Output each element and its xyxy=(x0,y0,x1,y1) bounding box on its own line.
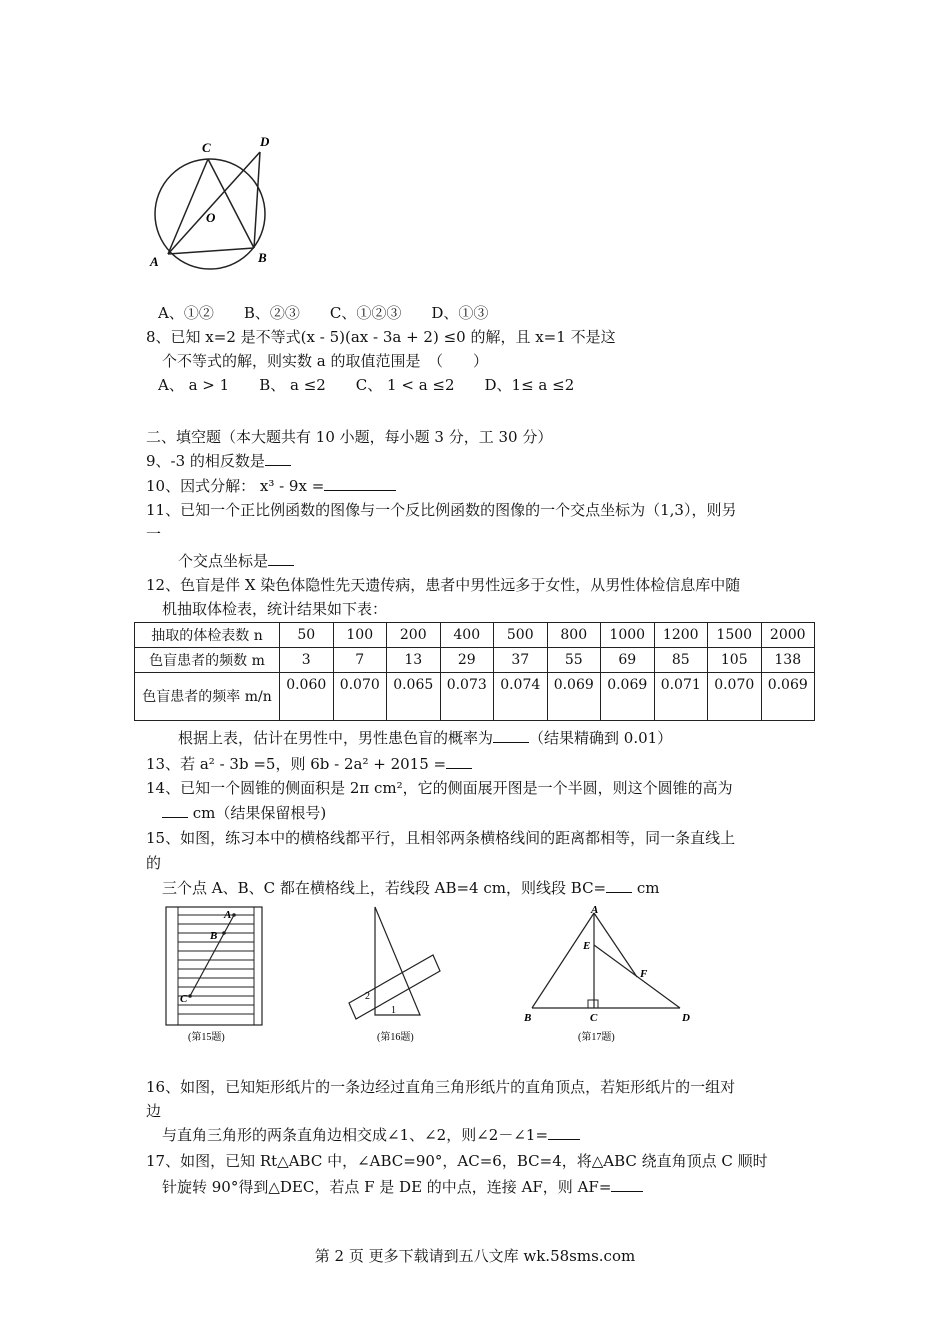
q9-text: 9、-3 的相反数是 xyxy=(146,452,265,470)
label-2: 2 xyxy=(365,991,370,1002)
q12-after xyxy=(178,728,672,748)
label-b: B xyxy=(524,1012,532,1024)
q15-line3-text: 三个点 A、B、C 都在横格线上，若线段 AB=4 cm，则线段 BC= xyxy=(162,879,607,897)
q16-line3 xyxy=(162,1125,580,1145)
q13 xyxy=(146,754,472,774)
cell-m: 105 xyxy=(708,648,762,673)
q11-line3-text: 个交点坐标是 xyxy=(178,552,269,570)
figure-16-caption: (第16题) xyxy=(377,1032,414,1043)
cell-rate: 0.065 xyxy=(387,673,441,721)
q11-line2: 一 xyxy=(146,525,162,543)
q12-line1: 12、色盲是伴 X 染色体隐性先天遗传病，患者中男性远多于女性，从男性体检信息库中随 xyxy=(146,576,741,594)
q10-blank[interactable] xyxy=(324,476,396,491)
label-d: D xyxy=(260,134,270,149)
q16-line1: 16、如图，已知矩形纸片的一条边经过直角三角形纸片的直角顶点，若矩形纸片的一组对 xyxy=(146,1078,736,1096)
q8-line1: 8、已知 x=2 是不等式(x - 5)(ax - 3a + 2) ≤0 的解，且 x=1 不是这 xyxy=(146,328,616,346)
q17-blank[interactable] xyxy=(611,1177,643,1192)
table-row-m xyxy=(135,648,815,673)
q10 xyxy=(146,476,396,496)
cell-m: 55 xyxy=(547,648,601,673)
q9-blank[interactable] xyxy=(265,451,291,466)
row-label-rate: 色盲患者的频率 m/n xyxy=(135,673,280,721)
q7-options: A、①② B、②③ C、①②③ D、①③ xyxy=(158,304,489,322)
cell-n: 1000 xyxy=(601,623,655,648)
cell-m: 37 xyxy=(494,648,548,673)
q13-blank[interactable] xyxy=(446,754,472,769)
cell-n: 200 xyxy=(387,623,441,648)
label-1: 1 xyxy=(391,1005,396,1016)
label-e: E xyxy=(583,940,591,952)
cell-rate: 0.069 xyxy=(547,673,601,721)
q8-line2: 个不等式的解，则实数 a 的取值范围是 （ ） xyxy=(162,352,488,370)
q8-options: A、 a > 1 B、 a ≤2 C、 1 < a ≤2 D、1≤ a ≤2 xyxy=(158,376,575,394)
cell-m: 69 xyxy=(601,648,655,673)
label-a: A xyxy=(591,904,599,916)
label-c: C xyxy=(202,140,211,155)
cell-rate: 0.073 xyxy=(440,673,494,721)
q17-line2-text: 针旋转 90°得到△DEC，若点 F 是 DE 的中点，连接 AF，则 AF= xyxy=(162,1178,612,1196)
q10-text: 10、因式分解： x³ - 9x = xyxy=(146,477,325,495)
circle-figure xyxy=(148,134,288,274)
table-row-rate xyxy=(135,673,815,721)
cell-n: 1500 xyxy=(708,623,762,648)
q15-line2: 的 xyxy=(146,854,162,872)
q15-line1: 15、如图，练习本中的横格线都平行，且相邻两条横格线间的距离都相等，同一条直线上 xyxy=(146,829,736,847)
q14-line2 xyxy=(162,803,326,823)
cell-m: 7 xyxy=(333,648,387,673)
figure-17-caption: (第17题) xyxy=(578,1032,615,1043)
q11-line3 xyxy=(178,551,294,571)
label-c: C xyxy=(180,993,188,1005)
q12-blank[interactable] xyxy=(493,728,529,743)
cell-m: 85 xyxy=(654,648,708,673)
cell-n: 2000 xyxy=(761,623,815,648)
cell-n: 800 xyxy=(547,623,601,648)
q12-after-text: 根据上表，估计在男性中，男性患色盲的概率为 xyxy=(178,729,494,747)
cell-rate: 0.069 xyxy=(601,673,655,721)
q12-line2: 机抽取体检表，统计结果如下表： xyxy=(162,600,388,618)
cell-m: 138 xyxy=(761,648,815,673)
label-c: C xyxy=(590,1012,598,1024)
q16-blank[interactable] xyxy=(548,1125,580,1140)
cell-n: 400 xyxy=(440,623,494,648)
q15-unit: cm xyxy=(636,879,660,897)
row-label-n: 抽取的体检表数 n xyxy=(135,623,280,648)
figure-15-caption: (第15题) xyxy=(188,1032,225,1043)
cell-m: 13 xyxy=(387,648,441,673)
q13-text: 13、若 a² - 3b =5，则 6b - 2a² + 2015 = xyxy=(146,755,447,773)
q12-after-note: （结果精确到 0.01） xyxy=(529,729,673,747)
q15-blank[interactable] xyxy=(606,878,632,893)
label-b: B xyxy=(210,930,218,942)
page-footer: 第 2 页 更多下载请到五八文库 wk.58sms.com xyxy=(314,1247,636,1265)
cell-rate: 0.074 xyxy=(494,673,548,721)
cell-rate: 0.069 xyxy=(761,673,815,721)
cell-n: 50 xyxy=(280,623,334,648)
cell-n: 1200 xyxy=(654,623,708,648)
label-f: F xyxy=(640,968,648,980)
table-row-n xyxy=(135,623,815,648)
q16-line2: 边 xyxy=(146,1102,162,1120)
cell-rate: 0.070 xyxy=(333,673,387,721)
cell-n: 500 xyxy=(494,623,548,648)
label-a: A xyxy=(150,254,159,269)
cell-rate: 0.060 xyxy=(280,673,334,721)
figure-16 xyxy=(345,905,455,1045)
row-label-m: 色盲患者的频数 m xyxy=(135,648,280,673)
q17-line1: 17、如图，已知 Rt△ABC 中，∠ABC=90°，AC=6，BC=4，将△ABC 绕直角顶点 C 顺时 xyxy=(146,1152,768,1170)
label-b: B xyxy=(258,250,267,265)
q9 xyxy=(146,451,291,471)
figure-17 xyxy=(520,903,710,1043)
label-d: D xyxy=(682,1012,690,1024)
q14-blank[interactable] xyxy=(162,803,188,818)
cell-rate: 0.070 xyxy=(708,673,762,721)
figure-15 xyxy=(162,905,272,1045)
label-o: O xyxy=(206,210,216,225)
q17-line2 xyxy=(162,1177,643,1197)
section-title: 二、填空题（本大题共有 10 小题，每小题 3 分，工 30 分） xyxy=(146,428,553,446)
q14-line1: 14、已知一个圆锥的侧面积是 2π cm²，它的侧面展开图是一个半圆，则这个圆锥的高为 xyxy=(146,779,733,797)
cell-n: 100 xyxy=(333,623,387,648)
q14-line2-text: cm（结果保留根号) xyxy=(192,804,327,822)
cell-m: 3 xyxy=(280,648,334,673)
cell-m: 29 xyxy=(440,648,494,673)
q11-line1: 11、已知一个正比例函数的图像与一个反比例函数的图像的一个交点坐标为（1,3），则另 xyxy=(146,501,737,519)
frequency-table xyxy=(134,622,815,721)
q16-line3-text: 与直角三角形的两条直角边相交成∠1、∠2，则∠2－∠1= xyxy=(162,1126,549,1144)
q15-line3 xyxy=(162,878,660,898)
q11-blank[interactable] xyxy=(268,551,294,566)
label-a: A xyxy=(224,909,232,921)
cell-rate: 0.071 xyxy=(654,673,708,721)
